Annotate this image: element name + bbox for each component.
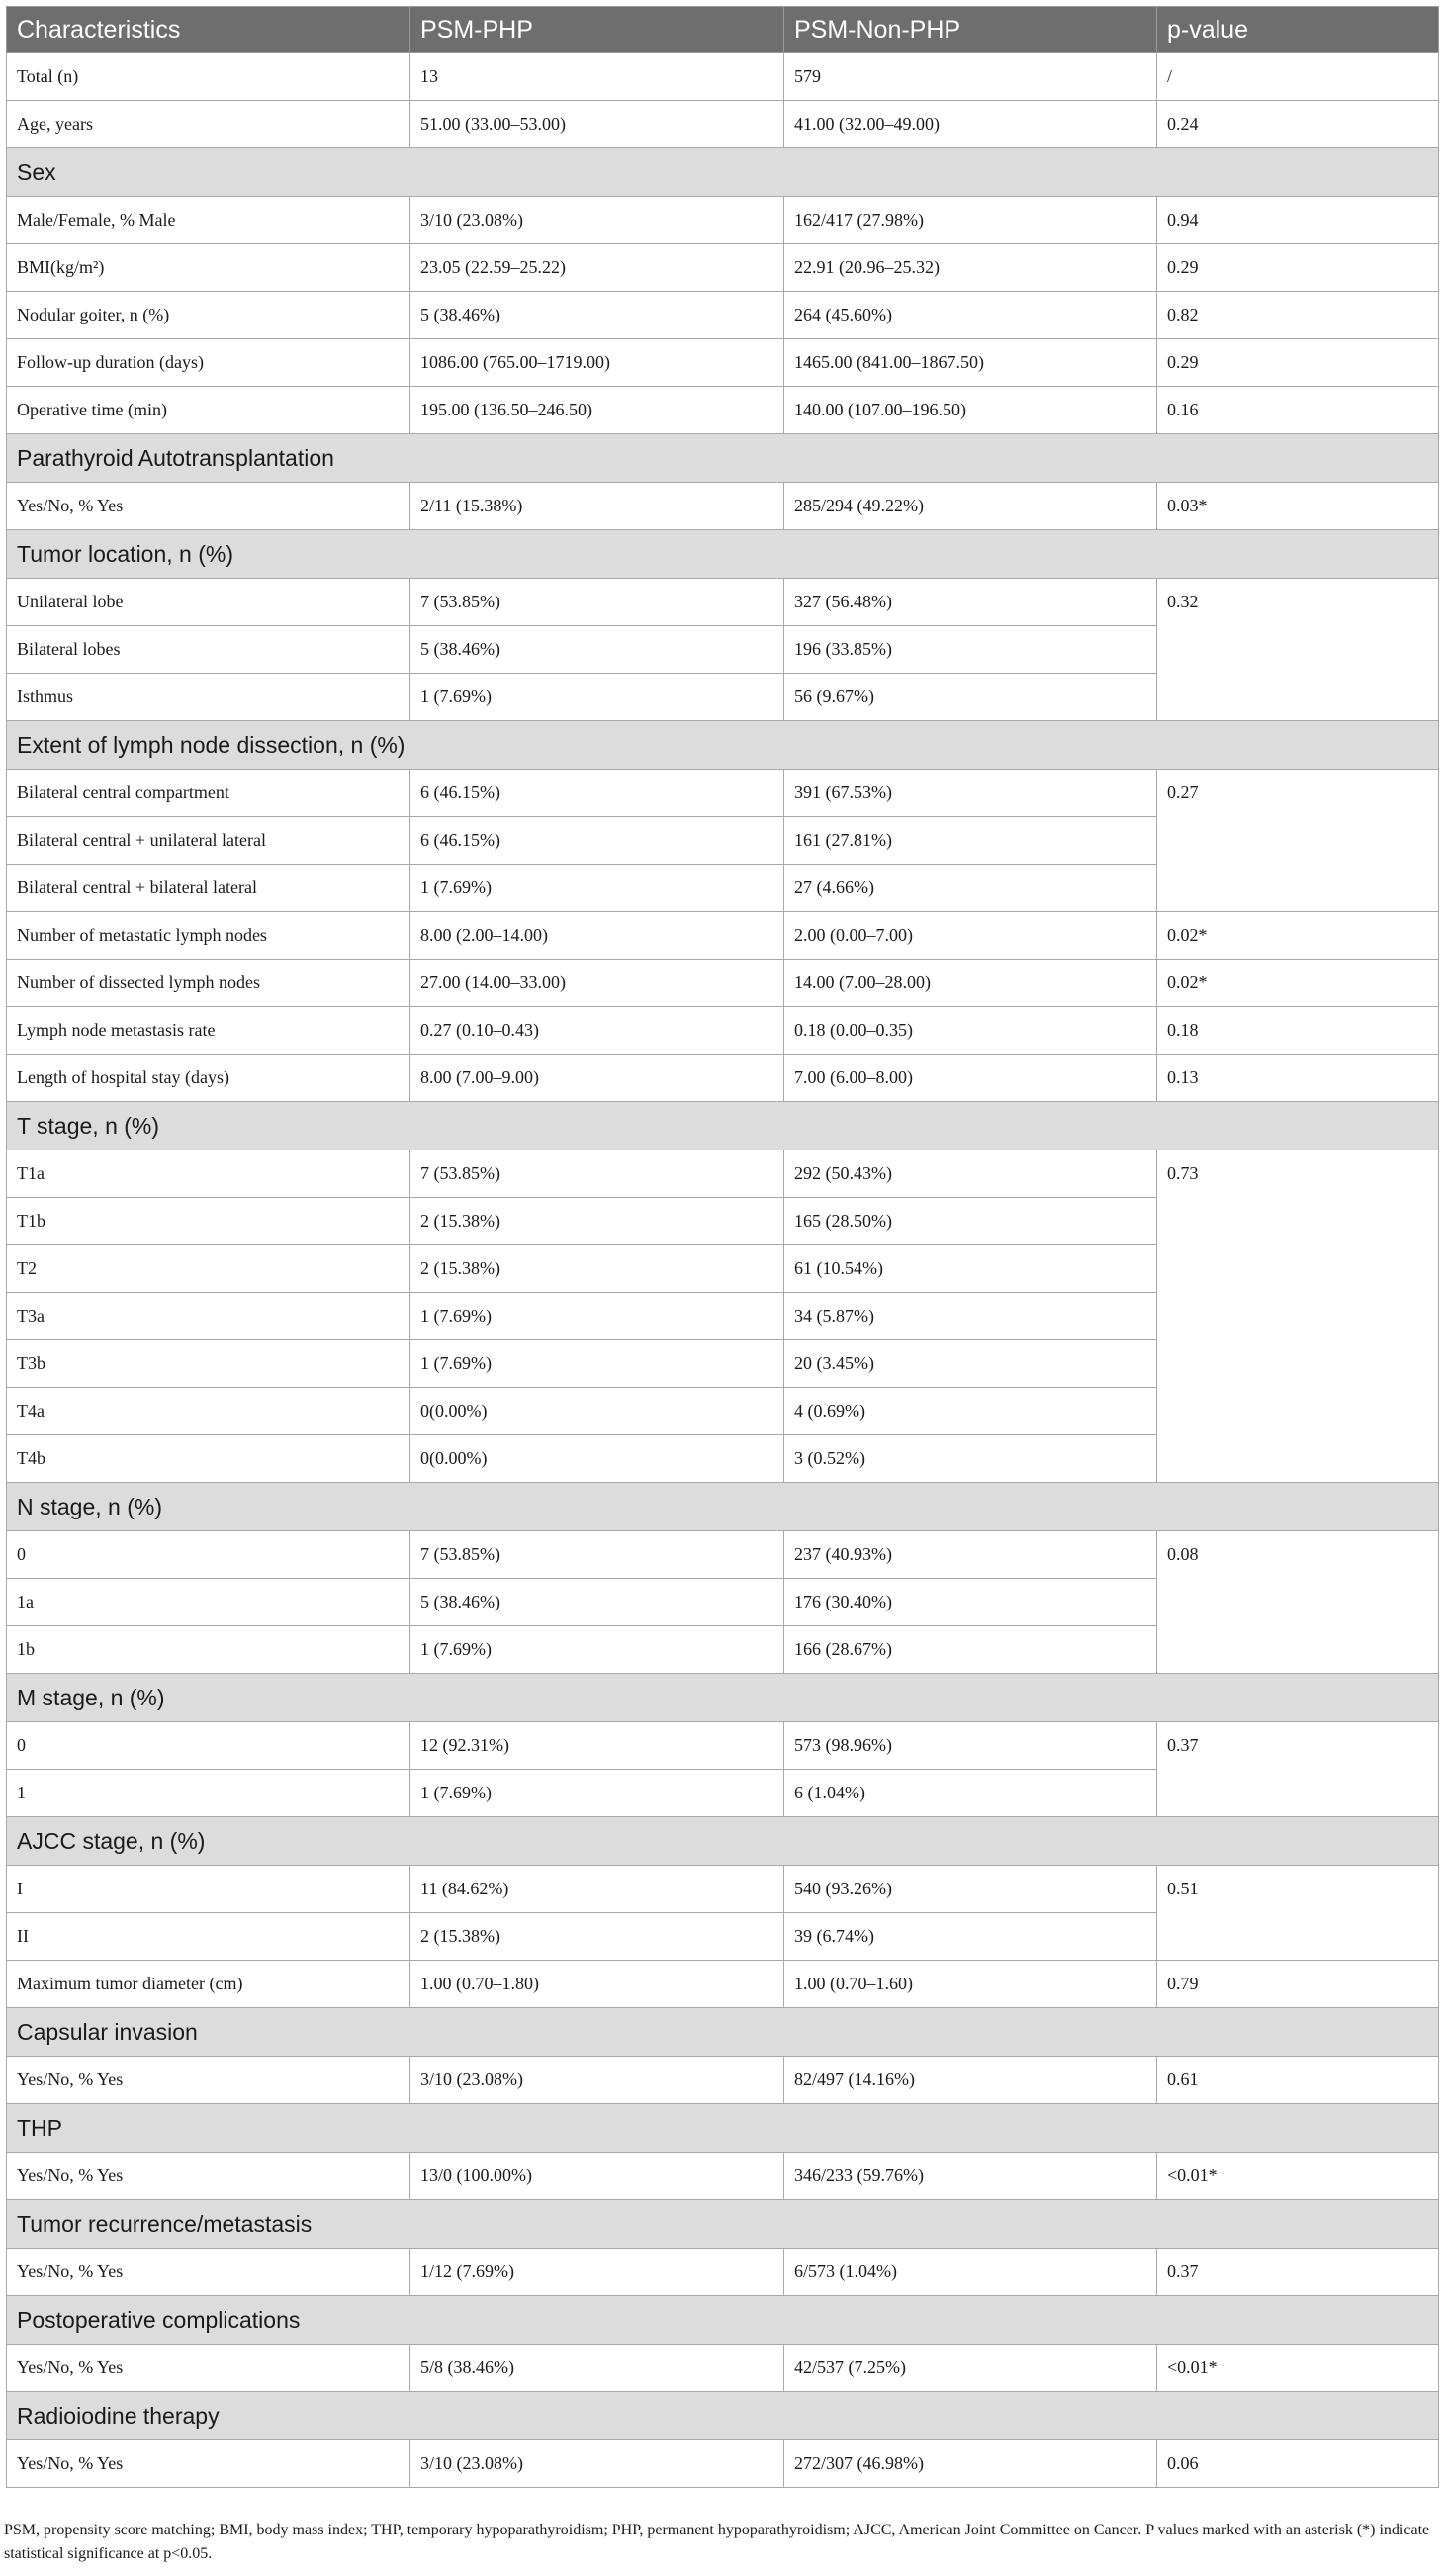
psm-non-php-cell: 42/537 (7.25%) — [784, 2345, 1157, 2392]
section-label: Postoperative complications — [7, 2296, 1439, 2345]
characteristic-cell: Operative time (min) — [7, 387, 410, 434]
table-row — [7, 1722, 1439, 1770]
psm-non-php-cell: 573 (98.96%) — [784, 1722, 1157, 1770]
section-label: Tumor recurrence/metastasis — [7, 2200, 1439, 2249]
psm-php-cell: 3/10 (23.08%) — [410, 197, 784, 244]
section-row — [7, 434, 1439, 483]
table-footnote: PSM, propensity score matching; BMI, body mass index; THP, temporary hypoparathyroidism; PHP, permanent hypoparathyroidism; AJCC, American Joint Committee on Cancer. P values marked with an asterisk (*) indicate statistical significance at p<0.05. — [4, 2522, 1430, 2562]
psm-php-cell: 1.00 (0.70–1.80) — [410, 1961, 784, 2008]
psm-non-php-cell: 0.18 (0.00–0.35) — [784, 1007, 1157, 1055]
characteristic-cell: Number of metastatic lymph nodes — [7, 912, 410, 960]
section-label: T stage, n (%) — [7, 1102, 1439, 1150]
characteristic-cell: Bilateral lobes — [7, 626, 410, 674]
characteristic-cell: BMI(kg/m²) — [7, 244, 410, 292]
p-value-cell: 0.32 — [1157, 579, 1439, 721]
psm-php-cell: 7 (53.85%) — [410, 1150, 784, 1198]
psm-non-php-cell: 1.00 (0.70–1.60) — [784, 1961, 1157, 2008]
characteristic-cell: I — [7, 1866, 410, 1913]
psm-non-php-cell: 272/307 (46.98%) — [784, 2440, 1157, 2488]
psm-php-cell: 12 (92.31%) — [410, 1722, 784, 1770]
psm-non-php-cell: 2.00 (0.00–7.00) — [784, 912, 1157, 960]
table-row — [7, 2249, 1439, 2296]
table-row — [7, 2153, 1439, 2200]
characteristic-cell: Length of hospital stay (days) — [7, 1055, 410, 1102]
psm-php-cell: 3/10 (23.08%) — [410, 2057, 784, 2104]
psm-non-php-cell: 176 (30.40%) — [784, 1579, 1157, 1626]
table-row — [7, 244, 1439, 292]
section-label: M stage, n (%) — [7, 1674, 1439, 1722]
characteristic-cell: Yes/No, % Yes — [7, 2153, 410, 2200]
psm-non-php-cell: 82/497 (14.16%) — [784, 2057, 1157, 2104]
psm-non-php-cell: 165 (28.50%) — [784, 1198, 1157, 1245]
p-value-cell: 0.16 — [1157, 387, 1439, 434]
table-row — [7, 101, 1439, 148]
section-row — [7, 2392, 1439, 2440]
characteristic-cell: T1b — [7, 1198, 410, 1245]
table-row — [7, 197, 1439, 244]
psm-non-php-cell: 6 (1.04%) — [784, 1770, 1157, 1817]
psm-php-cell: 6 (46.15%) — [410, 770, 784, 817]
psm-non-php-cell: 327 (56.48%) — [784, 579, 1157, 626]
table-row — [7, 1055, 1439, 1102]
psm-non-php-cell: 196 (33.85%) — [784, 626, 1157, 674]
p-value-cell: 0.37 — [1157, 2249, 1439, 2296]
psm-non-php-cell: 162/417 (27.98%) — [784, 197, 1157, 244]
psm-non-php-cell: 14.00 (7.00–28.00) — [784, 960, 1157, 1007]
psm-php-cell: 2/11 (15.38%) — [410, 483, 784, 530]
psm-non-php-cell: 292 (50.43%) — [784, 1150, 1157, 1198]
table-row — [7, 53, 1439, 101]
psm-php-cell: 7 (53.85%) — [410, 1531, 784, 1579]
section-row — [7, 2008, 1439, 2057]
p-value-cell: 0.94 — [1157, 197, 1439, 244]
p-value-cell: 0.29 — [1157, 244, 1439, 292]
characteristic-cell: Yes/No, % Yes — [7, 2057, 410, 2104]
p-value-cell: 0.29 — [1157, 339, 1439, 387]
p-value-cell: 0.13 — [1157, 1055, 1439, 1102]
psm-php-cell: 1 (7.69%) — [410, 865, 784, 912]
psm-non-php-cell: 20 (3.45%) — [784, 1340, 1157, 1388]
psm-php-cell: 0(0.00%) — [410, 1435, 784, 1483]
characteristic-cell: T4b — [7, 1435, 410, 1483]
characteristic-cell: 0 — [7, 1531, 410, 1579]
characteristic-cell: Lymph node metastasis rate — [7, 1007, 410, 1055]
psm-php-cell: 13/0 (100.00%) — [410, 2153, 784, 2200]
p-value-cell: <0.01* — [1157, 2345, 1439, 2392]
characteristic-cell: Yes/No, % Yes — [7, 483, 410, 530]
psm-php-cell: 0(0.00%) — [410, 1388, 784, 1435]
section-row — [7, 148, 1439, 197]
psm-non-php-cell: 22.91 (20.96–25.32) — [784, 244, 1157, 292]
psm-php-cell: 1 (7.69%) — [410, 674, 784, 721]
characteristic-cell: Yes/No, % Yes — [7, 2249, 410, 2296]
psm-php-cell: 11 (84.62%) — [410, 1866, 784, 1913]
psm-non-php-cell: 161 (27.81%) — [784, 817, 1157, 865]
table-row — [7, 387, 1439, 434]
header-p-value: p-value — [1157, 7, 1439, 53]
p-value-cell: / — [1157, 53, 1439, 101]
table-row — [7, 2440, 1439, 2488]
section-row — [7, 1817, 1439, 1866]
psm-non-php-cell: 285/294 (49.22%) — [784, 483, 1157, 530]
table-header — [7, 7, 1439, 53]
psm-non-php-cell: 346/233 (59.76%) — [784, 2153, 1157, 2200]
p-value-cell: 0.51 — [1157, 1866, 1439, 1961]
section-row — [7, 1483, 1439, 1531]
table-row — [7, 1007, 1439, 1055]
psm-php-cell: 5 (38.46%) — [410, 626, 784, 674]
p-value-cell: 0.08 — [1157, 1531, 1439, 1674]
psm-php-cell: 0.27 (0.10–0.43) — [410, 1007, 784, 1055]
psm-php-cell: 8.00 (2.00–14.00) — [410, 912, 784, 960]
psm-php-cell: 23.05 (22.59–25.22) — [410, 244, 784, 292]
p-value-cell: 0.61 — [1157, 2057, 1439, 2104]
psm-php-cell: 1 (7.69%) — [410, 1626, 784, 1674]
header-psm-non-php: PSM-Non-PHP — [784, 7, 1157, 53]
table-row — [7, 1866, 1439, 1913]
psm-php-cell: 2 (15.38%) — [410, 1913, 784, 1961]
psm-php-cell: 5 (38.46%) — [410, 1579, 784, 1626]
psm-non-php-cell: 61 (10.54%) — [784, 1245, 1157, 1293]
psm-php-cell: 51.00 (33.00–53.00) — [410, 101, 784, 148]
characteristic-cell: Nodular goiter, n (%) — [7, 292, 410, 339]
characteristic-cell: T3b — [7, 1340, 410, 1388]
table-row — [7, 292, 1439, 339]
section-label: N stage, n (%) — [7, 1483, 1439, 1531]
characteristic-cell: Age, years — [7, 101, 410, 148]
header-psm-php: PSM-PHP — [410, 7, 784, 53]
characteristic-cell: Follow-up duration (days) — [7, 339, 410, 387]
psm-php-cell: 13 — [410, 53, 784, 101]
section-label: Capsular invasion — [7, 2008, 1439, 2057]
characteristics-table-container — [6, 6, 1438, 2488]
table-row — [7, 483, 1439, 530]
table-row — [7, 579, 1439, 626]
psm-non-php-cell: 1465.00 (841.00–1867.50) — [784, 339, 1157, 387]
table-row — [7, 912, 1439, 960]
p-value-cell: 0.18 — [1157, 1007, 1439, 1055]
psm-non-php-cell: 6/573 (1.04%) — [784, 2249, 1157, 2296]
psm-php-cell: 5/8 (38.46%) — [410, 2345, 784, 2392]
section-row — [7, 530, 1439, 579]
psm-non-php-cell: 579 — [784, 53, 1157, 101]
psm-non-php-cell: 166 (28.67%) — [784, 1626, 1157, 1674]
p-value-cell: 0.79 — [1157, 1961, 1439, 2008]
table-row — [7, 339, 1439, 387]
characteristic-cell: Unilateral lobe — [7, 579, 410, 626]
characteristic-cell: T4a — [7, 1388, 410, 1435]
table-body — [7, 53, 1439, 2488]
section-row — [7, 1102, 1439, 1150]
section-row — [7, 1674, 1439, 1722]
psm-php-cell: 1/12 (7.69%) — [410, 2249, 784, 2296]
psm-php-cell: 7 (53.85%) — [410, 579, 784, 626]
table-row — [7, 2057, 1439, 2104]
characteristic-cell: T1a — [7, 1150, 410, 1198]
psm-non-php-cell: 39 (6.74%) — [784, 1913, 1157, 1961]
p-value-cell: 0.02* — [1157, 912, 1439, 960]
characteristic-cell: Total (n) — [7, 53, 410, 101]
characteristic-cell: Bilateral central + bilateral lateral — [7, 865, 410, 912]
p-value-cell: <0.01* — [1157, 2153, 1439, 2200]
characteristic-cell: Yes/No, % Yes — [7, 2440, 410, 2488]
psm-php-cell: 2 (15.38%) — [410, 1198, 784, 1245]
p-value-cell: 0.27 — [1157, 770, 1439, 912]
section-label: AJCC stage, n (%) — [7, 1817, 1439, 1866]
characteristic-cell: 1b — [7, 1626, 410, 1674]
characteristic-cell: Number of dissected lymph nodes — [7, 960, 410, 1007]
psm-php-cell: 1 (7.69%) — [410, 1293, 784, 1340]
psm-non-php-cell: 237 (40.93%) — [784, 1531, 1157, 1579]
header-row — [7, 7, 1439, 53]
psm-non-php-cell: 140.00 (107.00–196.50) — [784, 387, 1157, 434]
psm-php-cell: 5 (38.46%) — [410, 292, 784, 339]
section-row — [7, 2200, 1439, 2249]
psm-php-cell: 8.00 (7.00–9.00) — [410, 1055, 784, 1102]
characteristic-cell: 0 — [7, 1722, 410, 1770]
psm-non-php-cell: 7.00 (6.00–8.00) — [784, 1055, 1157, 1102]
psm-non-php-cell: 41.00 (32.00–49.00) — [784, 101, 1157, 148]
characteristic-cell: Bilateral central compartment — [7, 770, 410, 817]
psm-php-cell: 27.00 (14.00–33.00) — [410, 960, 784, 1007]
table-row — [7, 960, 1439, 1007]
table-row — [7, 1961, 1439, 2008]
p-value-cell: 0.73 — [1157, 1150, 1439, 1483]
table-row — [7, 1150, 1439, 1198]
section-label: Sex — [7, 148, 1439, 197]
section-row — [7, 721, 1439, 770]
psm-php-cell: 1 (7.69%) — [410, 1340, 784, 1388]
p-value-cell: 0.24 — [1157, 101, 1439, 148]
psm-php-cell: 195.00 (136.50–246.50) — [410, 387, 784, 434]
table-row — [7, 1531, 1439, 1579]
p-value-cell: 0.02* — [1157, 960, 1439, 1007]
p-value-cell: 0.03* — [1157, 483, 1439, 530]
header-characteristics: Characteristics — [7, 7, 410, 53]
characteristic-cell: Yes/No, % Yes — [7, 2345, 410, 2392]
section-row — [7, 2104, 1439, 2153]
characteristic-cell: Bilateral central + unilateral lateral — [7, 817, 410, 865]
characteristics-table — [6, 6, 1439, 2488]
psm-non-php-cell: 27 (4.66%) — [784, 865, 1157, 912]
table-row — [7, 770, 1439, 817]
section-label: Tumor location, n (%) — [7, 530, 1439, 579]
p-value-cell: 0.82 — [1157, 292, 1439, 339]
section-label: Parathyroid Autotransplantation — [7, 434, 1439, 483]
p-value-cell: 0.37 — [1157, 1722, 1439, 1817]
psm-non-php-cell: 34 (5.87%) — [784, 1293, 1157, 1340]
psm-non-php-cell: 3 (0.52%) — [784, 1435, 1157, 1483]
table-row — [7, 2345, 1439, 2392]
characteristic-cell: 1a — [7, 1579, 410, 1626]
p-value-cell: 0.06 — [1157, 2440, 1439, 2488]
psm-non-php-cell: 540 (93.26%) — [784, 1866, 1157, 1913]
psm-php-cell: 1086.00 (765.00–1719.00) — [410, 339, 784, 387]
characteristic-cell: Isthmus — [7, 674, 410, 721]
psm-php-cell: 1 (7.69%) — [410, 1770, 784, 1817]
characteristic-cell: 1 — [7, 1770, 410, 1817]
section-label: Radioiodine therapy — [7, 2392, 1439, 2440]
section-label: THP — [7, 2104, 1439, 2153]
psm-php-cell: 2 (15.38%) — [410, 1245, 784, 1293]
psm-non-php-cell: 56 (9.67%) — [784, 674, 1157, 721]
psm-non-php-cell: 4 (0.69%) — [784, 1388, 1157, 1435]
characteristic-cell: Male/Female, % Male — [7, 197, 410, 244]
psm-php-cell: 3/10 (23.08%) — [410, 2440, 784, 2488]
characteristic-cell: T2 — [7, 1245, 410, 1293]
section-label: Extent of lymph node dissection, n (%) — [7, 721, 1439, 770]
section-row — [7, 2296, 1439, 2345]
characteristic-cell: II — [7, 1913, 410, 1961]
psm-non-php-cell: 391 (67.53%) — [784, 770, 1157, 817]
characteristic-cell: Maximum tumor diameter (cm) — [7, 1961, 410, 2008]
characteristic-cell: T3a — [7, 1293, 410, 1340]
psm-non-php-cell: 264 (45.60%) — [784, 292, 1157, 339]
psm-php-cell: 6 (46.15%) — [410, 817, 784, 865]
